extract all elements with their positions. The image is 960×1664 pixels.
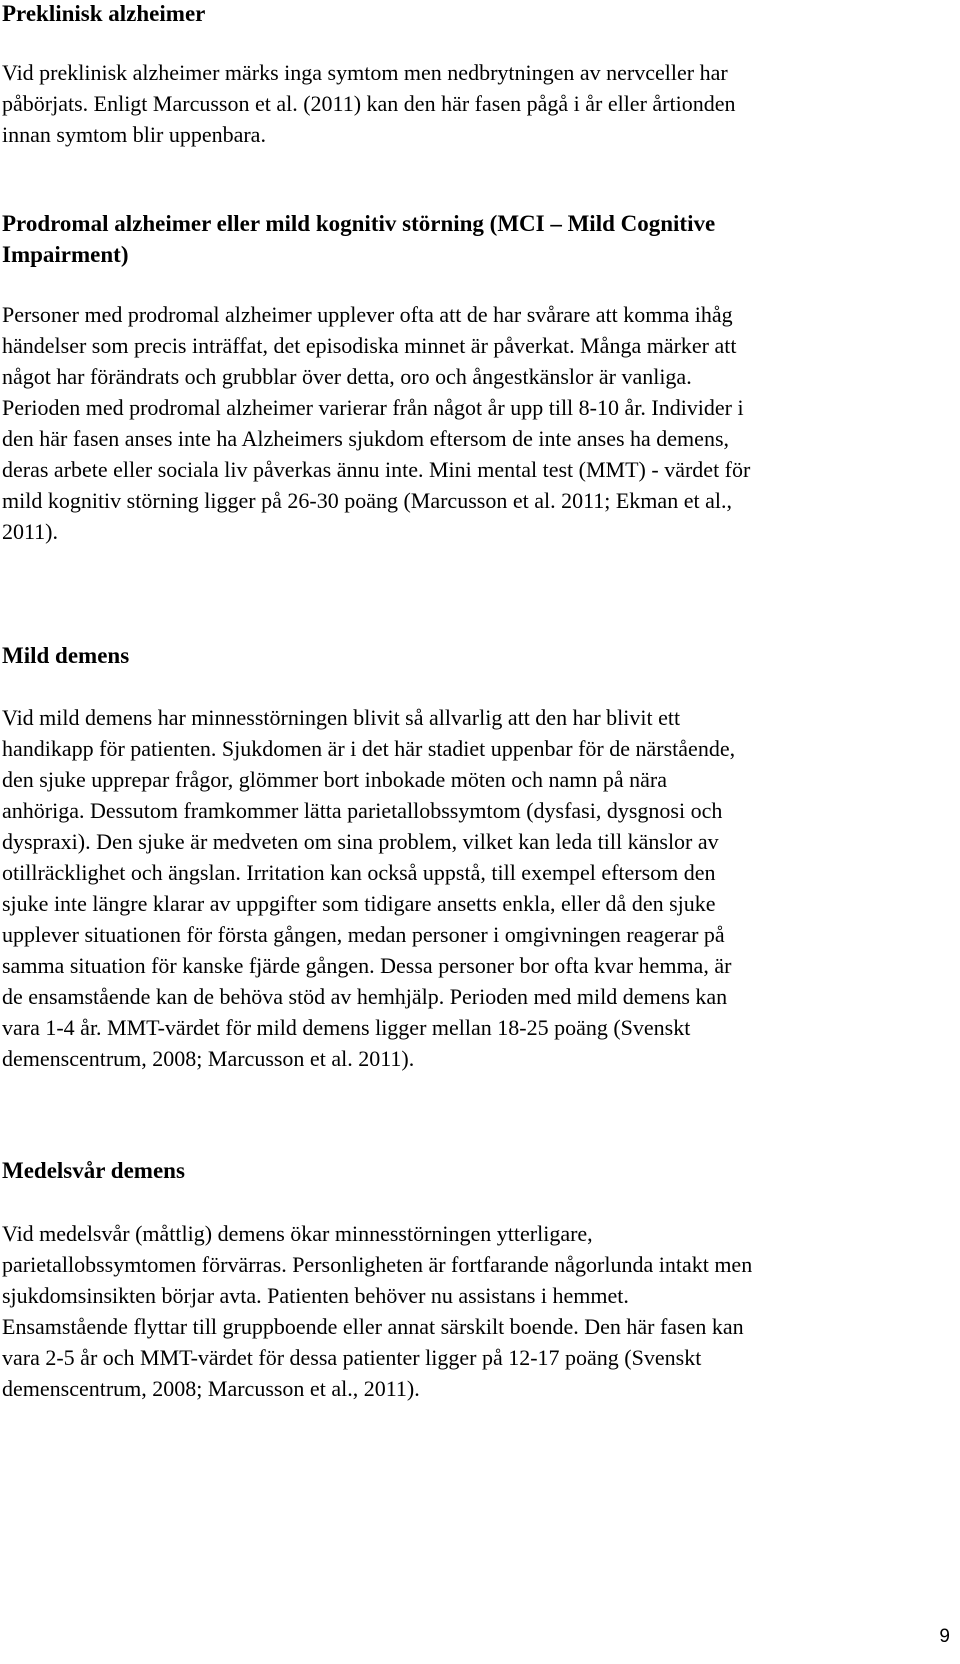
paragraph-line: demenscentrum, 2008; Marcusson et al., 2011). [2, 1376, 420, 1401]
paragraph-line: Perioden med prodromal alzheimer varierar från något år upp till 8-10 år. Individer i [2, 395, 744, 420]
section-paragraph-prodromal [2, 299, 750, 547]
paragraph-line: upplever situationen för första gången, medan personer i omgivningen reagerar på [2, 922, 725, 947]
paragraph-line: Vid medelsvår (måttlig) demens ökar minnesstörningen ytterligare, [2, 1221, 593, 1246]
paragraph-line: Ensamstående flyttar till gruppboende eller annat särskilt boende. Den här fasen kan [2, 1314, 744, 1339]
paragraph-line: deras arbete eller sociala liv påverkas ännu inte. Mini mental test (MMT) - värdet för [2, 457, 751, 482]
page-number: 9 [939, 1626, 950, 1647]
paragraph-line: händelser som precis inträffat, det episodiska minnet är påverkat. Många märker att [2, 333, 737, 358]
paragraph-line: dyspraxi). Den sjuke är medveten om sina problem, vilket kan leda till känslor av [2, 829, 719, 854]
paragraph-line: något har förändrats och grubblar över detta, oro och ångestkänslor är vanliga. [2, 364, 692, 389]
paragraph-line: den här fasen anses inte ha Alzheimers sjukdom eftersom de inte anses ha demens, [2, 426, 729, 451]
heading-line: Prodromal alzheimer eller mild kognitiv störning (MCI – Mild Cognitive [2, 211, 716, 236]
paragraph-line: parietallobssymtomen förvärras. Personligheten är fortfarande någorlunda intakt men [2, 1252, 753, 1277]
paragraph-line: påbörjats. Enligt Marcusson et al. (2011) kan den här fasen pågå i år eller årtionden [2, 91, 736, 116]
paragraph-line: den sjuke upprepar frågor, glömmer bort inbokade möten och namn på nära [2, 767, 668, 792]
paragraph-line: vara 2-5 år och MMT-värdet för dessa patienter ligger på 12-17 poäng (Svenskt [2, 1345, 702, 1370]
paragraph-line: otillräcklighet och ängslan. Irritation kan också uppstå, till exempel eftersom den [2, 860, 716, 885]
paragraph-line: Personer med prodromal alzheimer upplever ofta att de har svårare att komma ihåg [2, 302, 733, 327]
section-heading-medelsvar-demens: Medelsvår demens [2, 1158, 185, 1183]
paragraph-line: sjukdomsinsikten börjar avta. Patienten behöver nu assistans i hemmet. [2, 1283, 629, 1308]
paragraph-line: samma situation för kanske fjärde gången. Dessa personer bor ofta kvar hemma, är [2, 953, 732, 978]
section-paragraph-medelsvar-demens [2, 1218, 752, 1404]
section-paragraph-mild-demens [2, 702, 735, 1074]
heading-line: Impairment) [2, 242, 129, 267]
paragraph-line: sjuke inte längre klarar av uppgifter som tidigare ansetts enkla, eller då den sjuke [2, 891, 716, 916]
paragraph-line: de ensamstående kan de behöva stöd av hemhjälp. Perioden med mild demens kan [2, 984, 728, 1009]
paragraph-line: demenscentrum, 2008; Marcusson et al. 2011). [2, 1046, 415, 1071]
paragraph-line: handikapp för patienten. Sjukdomen är i det här stadiet uppenbar för de närstående, [2, 736, 736, 761]
paragraph-line: Vid preklinisk alzheimer märks inga symtom men nedbrytningen av nervceller har [2, 60, 728, 85]
paragraph-line: anhöriga. Dessutom framkommer lätta parietallobssymtom (dysfasi, dysgnosi och [2, 798, 723, 823]
paragraph-line: Vid mild demens har minnesstörningen blivit så allvarlig att den har blivit ett [2, 705, 681, 730]
section-heading-mild-demens: Mild demens [2, 643, 130, 668]
paragraph-line: mild kognitiv störning ligger på 26-30 poäng (Marcusson et al. 2011; Ekman et al., [2, 488, 732, 513]
section-paragraph-preklinisk [2, 57, 735, 150]
paragraph-line: vara 1-4 år. MMT-värdet för mild demens ligger mellan 18-25 poäng (Svenskt [2, 1015, 691, 1040]
section-heading-prodromal [2, 208, 715, 270]
paragraph-line: innan symtom blir uppenbara. [2, 122, 266, 147]
section-heading-preklinisk: Preklinisk alzheimer [2, 1, 206, 26]
paragraph-line: 2011). [2, 519, 59, 544]
